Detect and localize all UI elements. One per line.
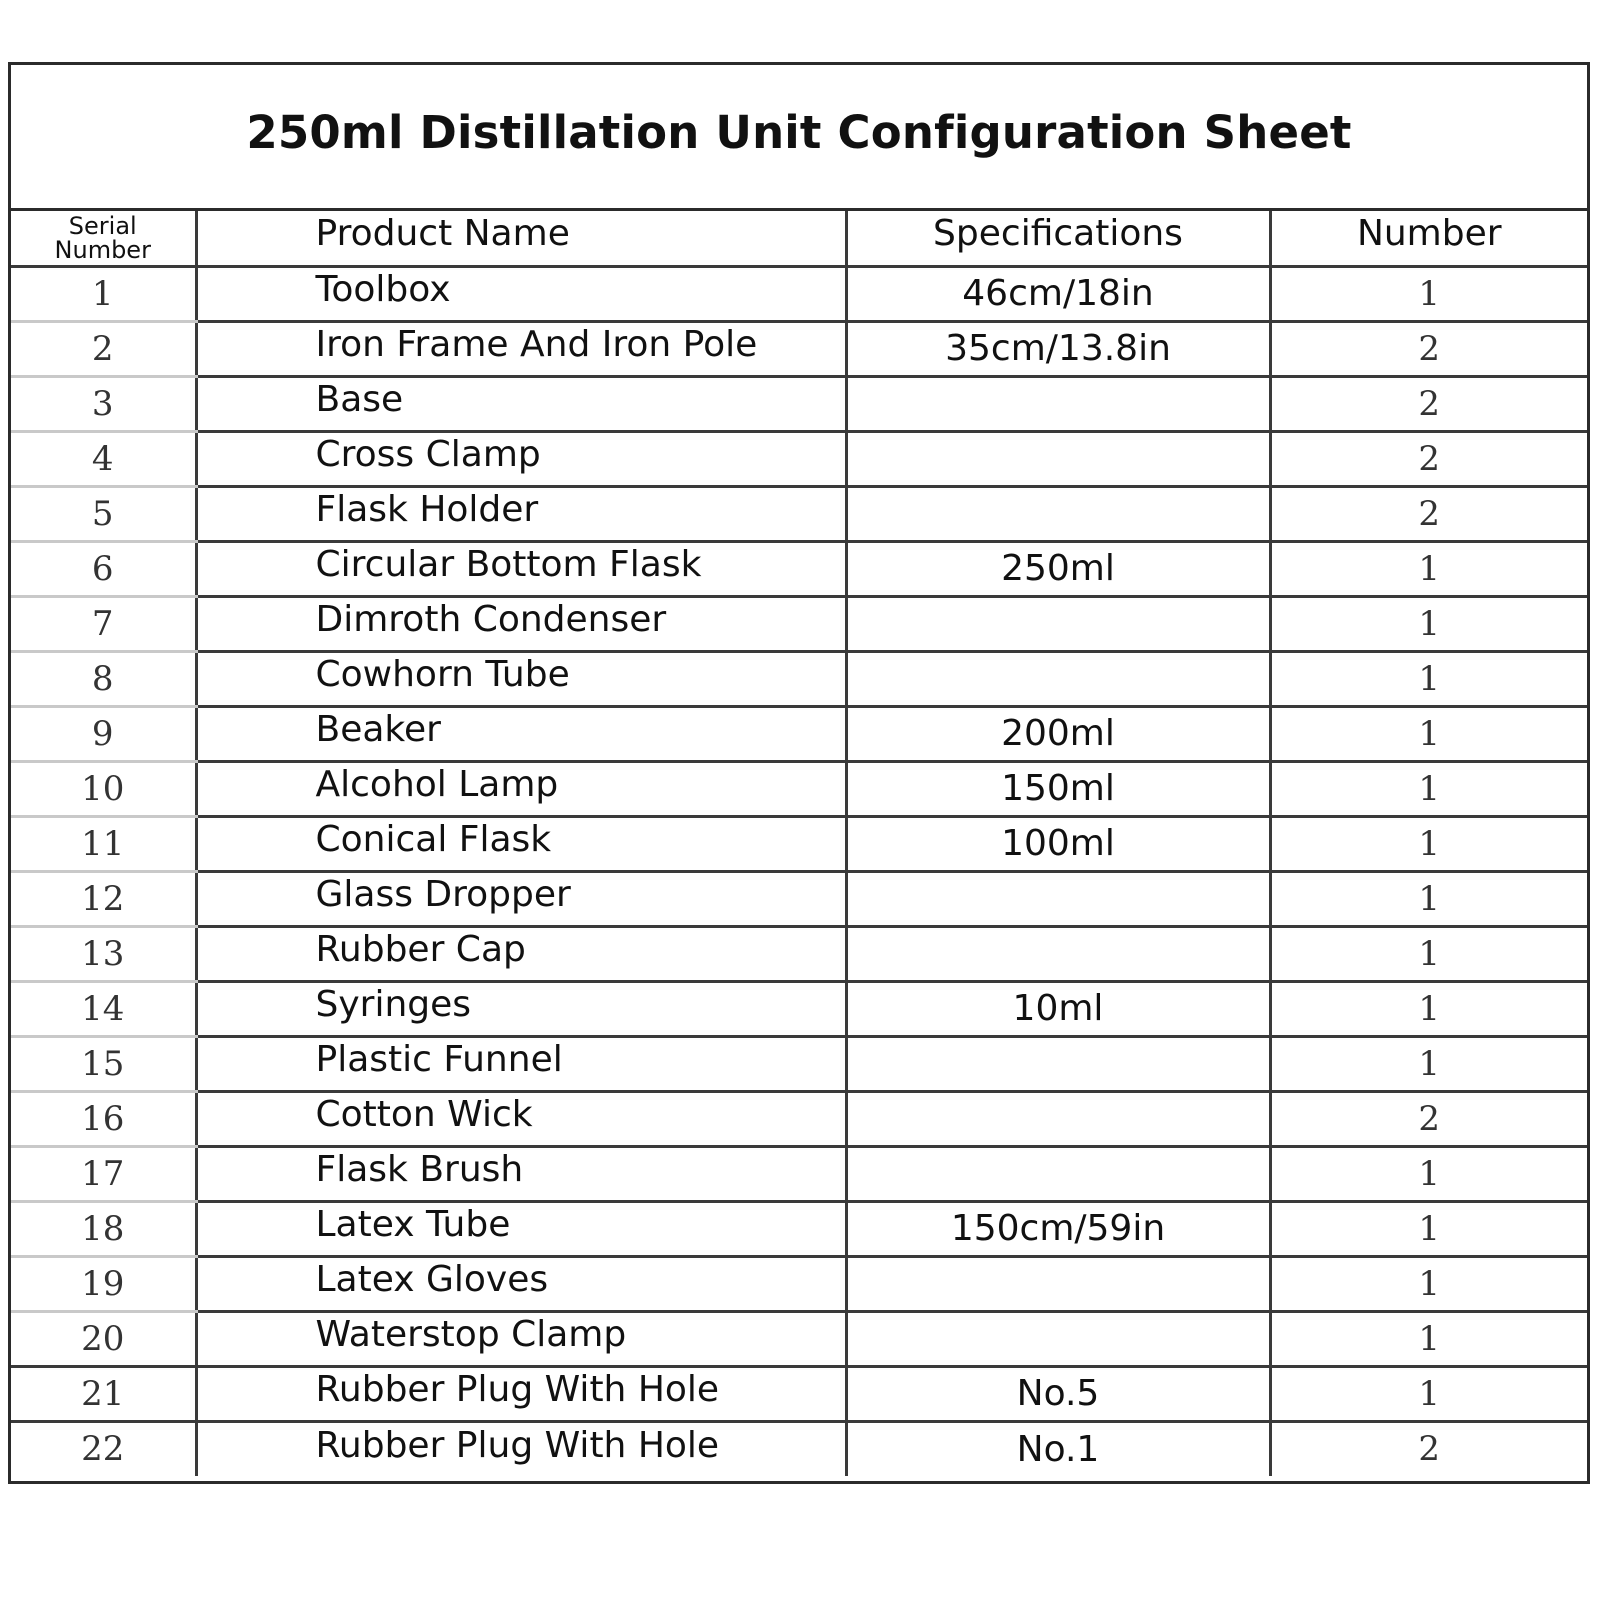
sheet-title: 250ml Distillation Unit Configuration Sheet — [246, 106, 1352, 159]
product-name-cell: Dimroth Condenser — [196, 596, 846, 651]
table-row — [11, 1311, 1587, 1366]
product-name-cell: Rubber Cap — [196, 926, 846, 981]
specification-cell — [846, 596, 1270, 651]
number-cell: 1 — [1270, 1201, 1587, 1256]
specification-cell — [846, 871, 1270, 926]
product-name-cell: Flask Holder — [196, 486, 846, 541]
table-row — [11, 486, 1587, 541]
serial-cell: 12 — [11, 871, 196, 926]
specification-cell: 100ml — [846, 816, 1270, 871]
serial-cell: 2 — [11, 321, 196, 376]
table-row — [11, 1256, 1587, 1311]
number-cell: 1 — [1270, 926, 1587, 981]
product-name-cell: Latex Tube — [196, 1201, 846, 1256]
serial-cell: 14 — [11, 981, 196, 1036]
number-cell: 1 — [1270, 651, 1587, 706]
specification-cell: 150cm/59in — [846, 1201, 1270, 1256]
number-cell: 1 — [1270, 266, 1587, 321]
number-cell: 1 — [1270, 1311, 1587, 1366]
specification-cell — [846, 1256, 1270, 1311]
product-name-cell: Cotton Wick — [196, 1091, 846, 1146]
number-cell: 1 — [1270, 1366, 1587, 1421]
table-row — [11, 761, 1587, 816]
number-cell: 1 — [1270, 871, 1587, 926]
specification-cell: 35cm/13.8in — [846, 321, 1270, 376]
product-name-cell: Rubber Plug With Hole — [196, 1366, 846, 1421]
serial-cell: 21 — [11, 1366, 196, 1421]
table-row — [11, 1146, 1587, 1201]
serial-cell: 10 — [11, 761, 196, 816]
serial-cell: 20 — [11, 1311, 196, 1366]
serial-cell: 6 — [11, 541, 196, 596]
product-name-cell: Circular Bottom Flask — [196, 541, 846, 596]
header-number: Number — [1270, 211, 1587, 266]
header-specifications: Specifications — [846, 211, 1270, 266]
number-cell: 1 — [1270, 541, 1587, 596]
number-cell: 2 — [1270, 1421, 1587, 1476]
table-row — [11, 596, 1587, 651]
specification-cell — [846, 1036, 1270, 1091]
serial-cell: 3 — [11, 376, 196, 431]
table-row — [11, 1366, 1587, 1421]
number-cell: 1 — [1270, 1256, 1587, 1311]
number-cell: 1 — [1270, 596, 1587, 651]
product-name-cell: Beaker — [196, 706, 846, 761]
specification-cell — [846, 651, 1270, 706]
number-cell: 1 — [1270, 761, 1587, 816]
specification-cell — [846, 486, 1270, 541]
serial-cell: 18 — [11, 1201, 196, 1256]
number-cell: 2 — [1270, 486, 1587, 541]
serial-cell: 1 — [11, 266, 196, 321]
table-row — [11, 431, 1587, 486]
serial-cell: 8 — [11, 651, 196, 706]
table-row — [11, 1036, 1587, 1091]
table-row — [11, 981, 1587, 1036]
header-product-name: Product Name — [196, 211, 846, 266]
serial-cell: 16 — [11, 1091, 196, 1146]
title-row — [11, 65, 1587, 211]
table-body — [11, 266, 1587, 1476]
specification-cell — [846, 376, 1270, 431]
product-name-cell: Syringes — [196, 981, 846, 1036]
table-row — [11, 706, 1587, 761]
serial-cell: 7 — [11, 596, 196, 651]
number-cell: 1 — [1270, 981, 1587, 1036]
specification-cell: No.5 — [846, 1366, 1270, 1421]
product-name-cell: Cross Clamp — [196, 431, 846, 486]
number-cell: 1 — [1270, 1146, 1587, 1201]
table-row — [11, 1201, 1587, 1256]
serial-cell: 17 — [11, 1146, 196, 1201]
specification-cell: 250ml — [846, 541, 1270, 596]
product-name-cell: Flask Brush — [196, 1146, 846, 1201]
serial-cell: 4 — [11, 431, 196, 486]
parts-table — [11, 211, 1587, 1476]
table-row — [11, 376, 1587, 431]
specification-cell: 150ml — [846, 761, 1270, 816]
product-name-cell: Glass Dropper — [196, 871, 846, 926]
specification-cell — [846, 431, 1270, 486]
number-cell: 2 — [1270, 431, 1587, 486]
specification-cell: 46cm/18in — [846, 266, 1270, 321]
number-cell: 1 — [1270, 706, 1587, 761]
product-name-cell: Toolbox — [196, 266, 846, 321]
product-name-cell: Cowhorn Tube — [196, 651, 846, 706]
product-name-cell: Base — [196, 376, 846, 431]
specification-cell: 10ml — [846, 981, 1270, 1036]
table-row — [11, 266, 1587, 321]
product-name-cell: Conical Flask — [196, 816, 846, 871]
table-row — [11, 1421, 1587, 1476]
serial-cell: 5 — [11, 486, 196, 541]
product-name-cell: Waterstop Clamp — [196, 1311, 846, 1366]
number-cell: 1 — [1270, 1036, 1587, 1091]
table-row — [11, 541, 1587, 596]
product-name-cell: Plastic Funnel — [196, 1036, 846, 1091]
number-cell: 1 — [1270, 816, 1587, 871]
product-name-cell: Latex Gloves — [196, 1256, 846, 1311]
specification-cell: 200ml — [846, 706, 1270, 761]
header-serial-number: Serial Number — [11, 211, 196, 266]
specification-cell — [846, 1311, 1270, 1366]
serial-cell: 9 — [11, 706, 196, 761]
table-row — [11, 651, 1587, 706]
specification-cell — [846, 1091, 1270, 1146]
table-row — [11, 816, 1587, 871]
serial-cell: 13 — [11, 926, 196, 981]
specification-cell — [846, 926, 1270, 981]
table-row — [11, 1091, 1587, 1146]
specification-cell: No.1 — [846, 1421, 1270, 1476]
serial-cell: 11 — [11, 816, 196, 871]
specification-cell — [846, 1146, 1270, 1201]
table-row — [11, 926, 1587, 981]
serial-cell: 22 — [81, 1429, 125, 1470]
serial-cell: 19 — [11, 1256, 196, 1311]
table-row — [11, 321, 1587, 376]
product-name-cell: Rubber Plug With Hole — [196, 1421, 846, 1476]
configuration-sheet — [8, 62, 1590, 1484]
number-cell: 2 — [1270, 376, 1587, 431]
number-cell: 2 — [1270, 1091, 1587, 1146]
number-cell: 2 — [1270, 321, 1587, 376]
product-name-cell: Alcohol Lamp — [196, 761, 846, 816]
product-name-cell: Iron Frame And Iron Pole — [196, 321, 846, 376]
table-header-row — [11, 211, 1587, 266]
serial-cell: 15 — [11, 1036, 196, 1091]
table-row — [11, 871, 1587, 926]
